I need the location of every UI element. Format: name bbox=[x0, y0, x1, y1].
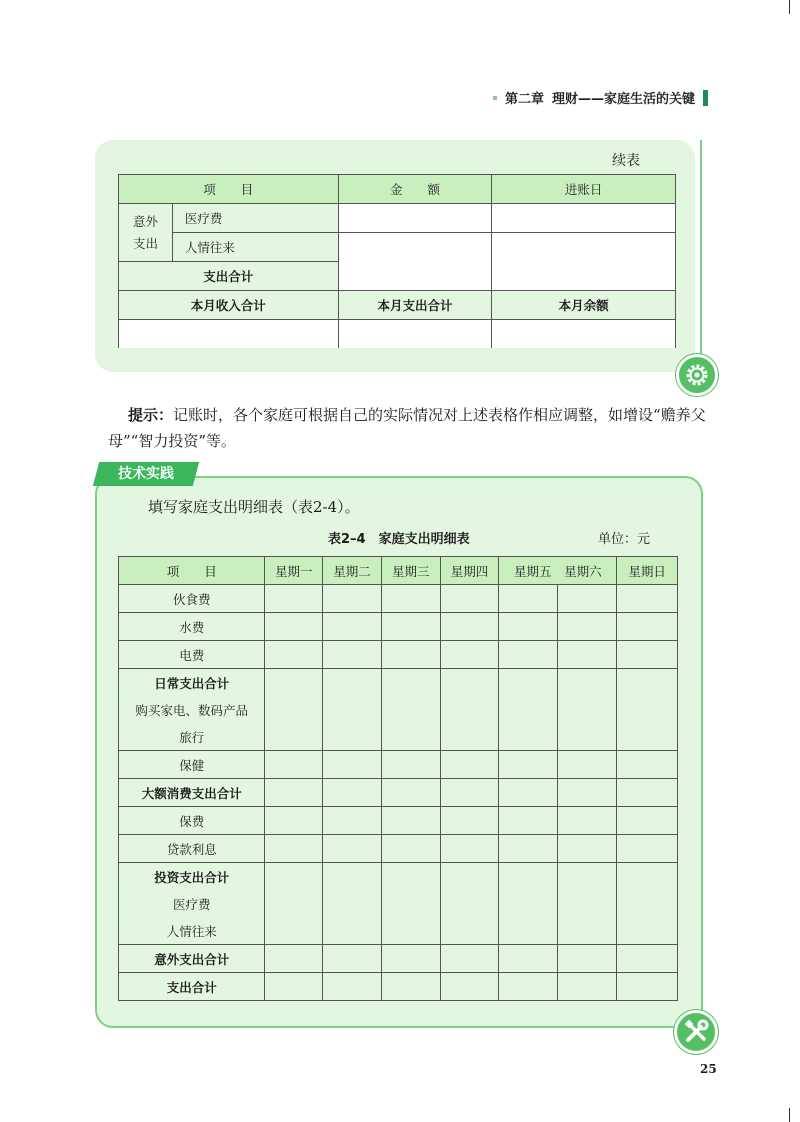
value-cell[interactable] bbox=[499, 669, 558, 751]
value-cell[interactable] bbox=[558, 807, 617, 835]
value-cell[interactable] bbox=[265, 973, 323, 1001]
col-header-sun: 星期日 bbox=[617, 557, 678, 585]
value-cell[interactable] bbox=[381, 973, 440, 1001]
table-row bbox=[119, 751, 678, 779]
value-cell[interactable] bbox=[499, 807, 558, 835]
value-cell[interactable] bbox=[381, 669, 440, 751]
value-cell[interactable] bbox=[617, 779, 678, 807]
value-cell[interactable] bbox=[558, 613, 617, 641]
table-row bbox=[119, 320, 676, 349]
crop-mark-bottom bbox=[789, 1108, 790, 1122]
value-cell[interactable] bbox=[558, 863, 617, 945]
value-cell[interactable] bbox=[617, 807, 678, 835]
group-label-cell bbox=[119, 204, 173, 262]
row-label: 大额消费支出合计 bbox=[119, 779, 265, 807]
table-row bbox=[119, 585, 678, 613]
income-cell[interactable] bbox=[119, 320, 339, 349]
tip-paragraph bbox=[108, 402, 718, 454]
panel-edge-line bbox=[700, 140, 702, 372]
value-cell[interactable] bbox=[440, 585, 499, 613]
value-cell[interactable] bbox=[617, 945, 678, 973]
value-cell[interactable] bbox=[617, 863, 678, 945]
value-cell[interactable] bbox=[381, 779, 440, 807]
table-row bbox=[119, 945, 678, 973]
row-label: 人情往来 bbox=[119, 917, 265, 945]
row-label: 贷款利息 bbox=[119, 835, 265, 863]
col-header-sat: 星期六 bbox=[564, 563, 602, 579]
date-cell[interactable] bbox=[492, 204, 676, 233]
amount-cell[interactable] bbox=[338, 204, 492, 233]
gear-icon bbox=[676, 354, 718, 396]
value-cell[interactable] bbox=[381, 945, 440, 973]
running-header bbox=[493, 88, 708, 107]
instruction-text: 填写家庭支出明细表（表2-4）。 bbox=[148, 498, 360, 516]
summary-income-header: 本月收入合计 bbox=[119, 291, 339, 320]
col-header-item: 项 目 bbox=[119, 175, 339, 204]
table-row bbox=[119, 779, 678, 807]
table-row bbox=[119, 835, 678, 863]
value-cell[interactable] bbox=[381, 863, 440, 945]
value-cell[interactable] bbox=[381, 585, 440, 613]
value-cell[interactable] bbox=[265, 863, 323, 945]
row-label: 电费 bbox=[119, 641, 265, 669]
value-cell[interactable] bbox=[381, 835, 440, 863]
crop-mark-top bbox=[789, 0, 790, 14]
value-cell[interactable] bbox=[381, 807, 440, 835]
row-label: 保费 bbox=[119, 807, 265, 835]
value-cell[interactable] bbox=[499, 751, 558, 779]
value-cell[interactable] bbox=[558, 973, 617, 1001]
value-cell[interactable] bbox=[617, 669, 678, 751]
gear-icon-graphic bbox=[679, 357, 715, 393]
value-cell[interactable] bbox=[440, 807, 499, 835]
date-cell[interactable] bbox=[492, 233, 676, 291]
summary-balance-header: 本月余额 bbox=[492, 291, 676, 320]
col-header-mon: 星期一 bbox=[265, 557, 323, 585]
value-cell[interactable] bbox=[617, 973, 678, 1001]
value-cell[interactable] bbox=[323, 945, 382, 973]
col-header-wed: 星期三 bbox=[381, 557, 440, 585]
value-cell[interactable] bbox=[323, 779, 382, 807]
tip-label: 提示： bbox=[128, 406, 174, 424]
tools-icon-graphic bbox=[677, 1013, 715, 1051]
table-row bbox=[119, 973, 678, 1001]
header-bar bbox=[703, 90, 708, 106]
value-cell[interactable] bbox=[499, 945, 558, 973]
col-header-date: 进账日 bbox=[492, 175, 676, 204]
expense-cell[interactable] bbox=[338, 320, 492, 349]
value-cell[interactable] bbox=[323, 863, 382, 945]
row-label-subtotal: 支出合计 bbox=[119, 262, 339, 291]
value-cell[interactable] bbox=[381, 613, 440, 641]
value-cell[interactable] bbox=[499, 613, 558, 641]
row-label: 伙食费 bbox=[119, 585, 265, 613]
table-header-row bbox=[119, 175, 676, 204]
col-header-fri-sat bbox=[499, 557, 617, 585]
table-row bbox=[119, 807, 678, 835]
value-cell[interactable] bbox=[265, 585, 323, 613]
value-cell[interactable] bbox=[617, 613, 678, 641]
balance-cell[interactable] bbox=[492, 320, 676, 349]
value-cell[interactable] bbox=[558, 779, 617, 807]
value-cell[interactable] bbox=[499, 641, 558, 669]
value-cell[interactable] bbox=[323, 585, 382, 613]
row-label: 医疗费 bbox=[119, 890, 265, 917]
table-title: 表2–4 家庭支出明细表 bbox=[328, 532, 470, 547]
value-cell[interactable] bbox=[499, 585, 558, 613]
page-number: 25 bbox=[700, 1062, 717, 1076]
expense-table-body bbox=[119, 585, 678, 1001]
value-cell[interactable] bbox=[440, 779, 499, 807]
table-row bbox=[119, 233, 676, 262]
value-cell[interactable] bbox=[265, 779, 323, 807]
value-cell[interactable] bbox=[381, 751, 440, 779]
expense-detail-table bbox=[118, 556, 678, 1001]
value-cell[interactable] bbox=[440, 613, 499, 641]
value-cell[interactable] bbox=[440, 973, 499, 1001]
row-label: 水费 bbox=[119, 613, 265, 641]
col-header-item: 项 目 bbox=[119, 557, 265, 585]
section-label: 技术实践 bbox=[118, 466, 174, 482]
col-header-amount: 金 额 bbox=[338, 175, 492, 204]
table-unit: 单位：元 bbox=[598, 532, 651, 547]
value-cell[interactable] bbox=[265, 751, 323, 779]
value-cell[interactable] bbox=[265, 641, 323, 669]
value-cell[interactable] bbox=[558, 585, 617, 613]
value-cell[interactable] bbox=[265, 807, 323, 835]
value-cell[interactable] bbox=[440, 835, 499, 863]
continued-table bbox=[118, 174, 676, 348]
summary-header-row bbox=[119, 291, 676, 320]
value-cell[interactable] bbox=[265, 835, 323, 863]
value-cell[interactable] bbox=[558, 641, 617, 669]
row-label-medical: 医疗费 bbox=[172, 204, 338, 233]
section-tab bbox=[93, 462, 199, 486]
value-cell[interactable] bbox=[558, 751, 617, 779]
row-label: 购买家电、数码产品 bbox=[119, 696, 265, 723]
value-cell[interactable] bbox=[440, 669, 499, 751]
value-cell[interactable] bbox=[499, 973, 558, 1001]
row-label: 支出合计 bbox=[119, 973, 265, 1001]
value-cell[interactable] bbox=[617, 835, 678, 863]
header-title: 理财——家庭生活的关键 bbox=[551, 92, 695, 107]
row-label: 意外支出合计 bbox=[119, 945, 265, 973]
col-header-thu: 星期四 bbox=[440, 557, 499, 585]
continued-label: 续表 bbox=[612, 153, 640, 169]
row-label: 投资支出合计 bbox=[119, 863, 265, 891]
value-cell[interactable] bbox=[265, 613, 323, 641]
row-label: 保健 bbox=[119, 751, 265, 779]
summary-expense-header: 本月支出合计 bbox=[338, 291, 492, 320]
row-label-gifts: 人情往来 bbox=[172, 233, 338, 262]
value-cell[interactable] bbox=[499, 835, 558, 863]
value-cell[interactable] bbox=[265, 669, 323, 751]
header-dot bbox=[493, 96, 497, 100]
value-cell[interactable] bbox=[558, 835, 617, 863]
table-row bbox=[119, 613, 678, 641]
table-row bbox=[119, 863, 678, 891]
value-cell[interactable] bbox=[499, 863, 558, 945]
value-cell[interactable] bbox=[323, 973, 382, 1001]
value-cell[interactable] bbox=[323, 835, 382, 863]
value-cell[interactable] bbox=[381, 641, 440, 669]
row-label: 旅行 bbox=[119, 723, 265, 751]
table-row bbox=[119, 204, 676, 233]
value-cell[interactable] bbox=[440, 863, 499, 945]
value-cell[interactable] bbox=[499, 779, 558, 807]
value-cell[interactable] bbox=[323, 669, 382, 751]
value-cell[interactable] bbox=[323, 807, 382, 835]
header-chapter: 第二章 bbox=[504, 92, 544, 107]
table-row bbox=[119, 641, 678, 669]
amount-cell[interactable] bbox=[338, 233, 492, 291]
value-cell[interactable] bbox=[323, 751, 382, 779]
group-label-line2: 支出 bbox=[132, 235, 158, 251]
value-cell[interactable] bbox=[440, 641, 499, 669]
value-cell[interactable] bbox=[558, 945, 617, 973]
table-header-row bbox=[119, 557, 678, 585]
tip-text: 记账时，各个家庭可根据自己的实际情况对上述表格作相应调整，如增设“赡养父母”“智力投资”等。 bbox=[108, 406, 706, 450]
value-cell[interactable] bbox=[323, 641, 382, 669]
value-cell[interactable] bbox=[617, 751, 678, 779]
table-row bbox=[119, 669, 678, 697]
value-cell[interactable] bbox=[440, 945, 499, 973]
value-cell[interactable] bbox=[323, 613, 382, 641]
value-cell[interactable] bbox=[265, 945, 323, 973]
value-cell[interactable] bbox=[617, 585, 678, 613]
tools-icon bbox=[674, 1010, 718, 1054]
value-cell[interactable] bbox=[558, 669, 617, 751]
col-header-tue: 星期二 bbox=[323, 557, 382, 585]
row-label: 日常支出合计 bbox=[119, 669, 265, 697]
group-label-line1: 意外 bbox=[132, 213, 158, 229]
value-cell[interactable] bbox=[617, 641, 678, 669]
value-cell[interactable] bbox=[440, 751, 499, 779]
col-header-fri: 星期五 bbox=[514, 563, 552, 579]
